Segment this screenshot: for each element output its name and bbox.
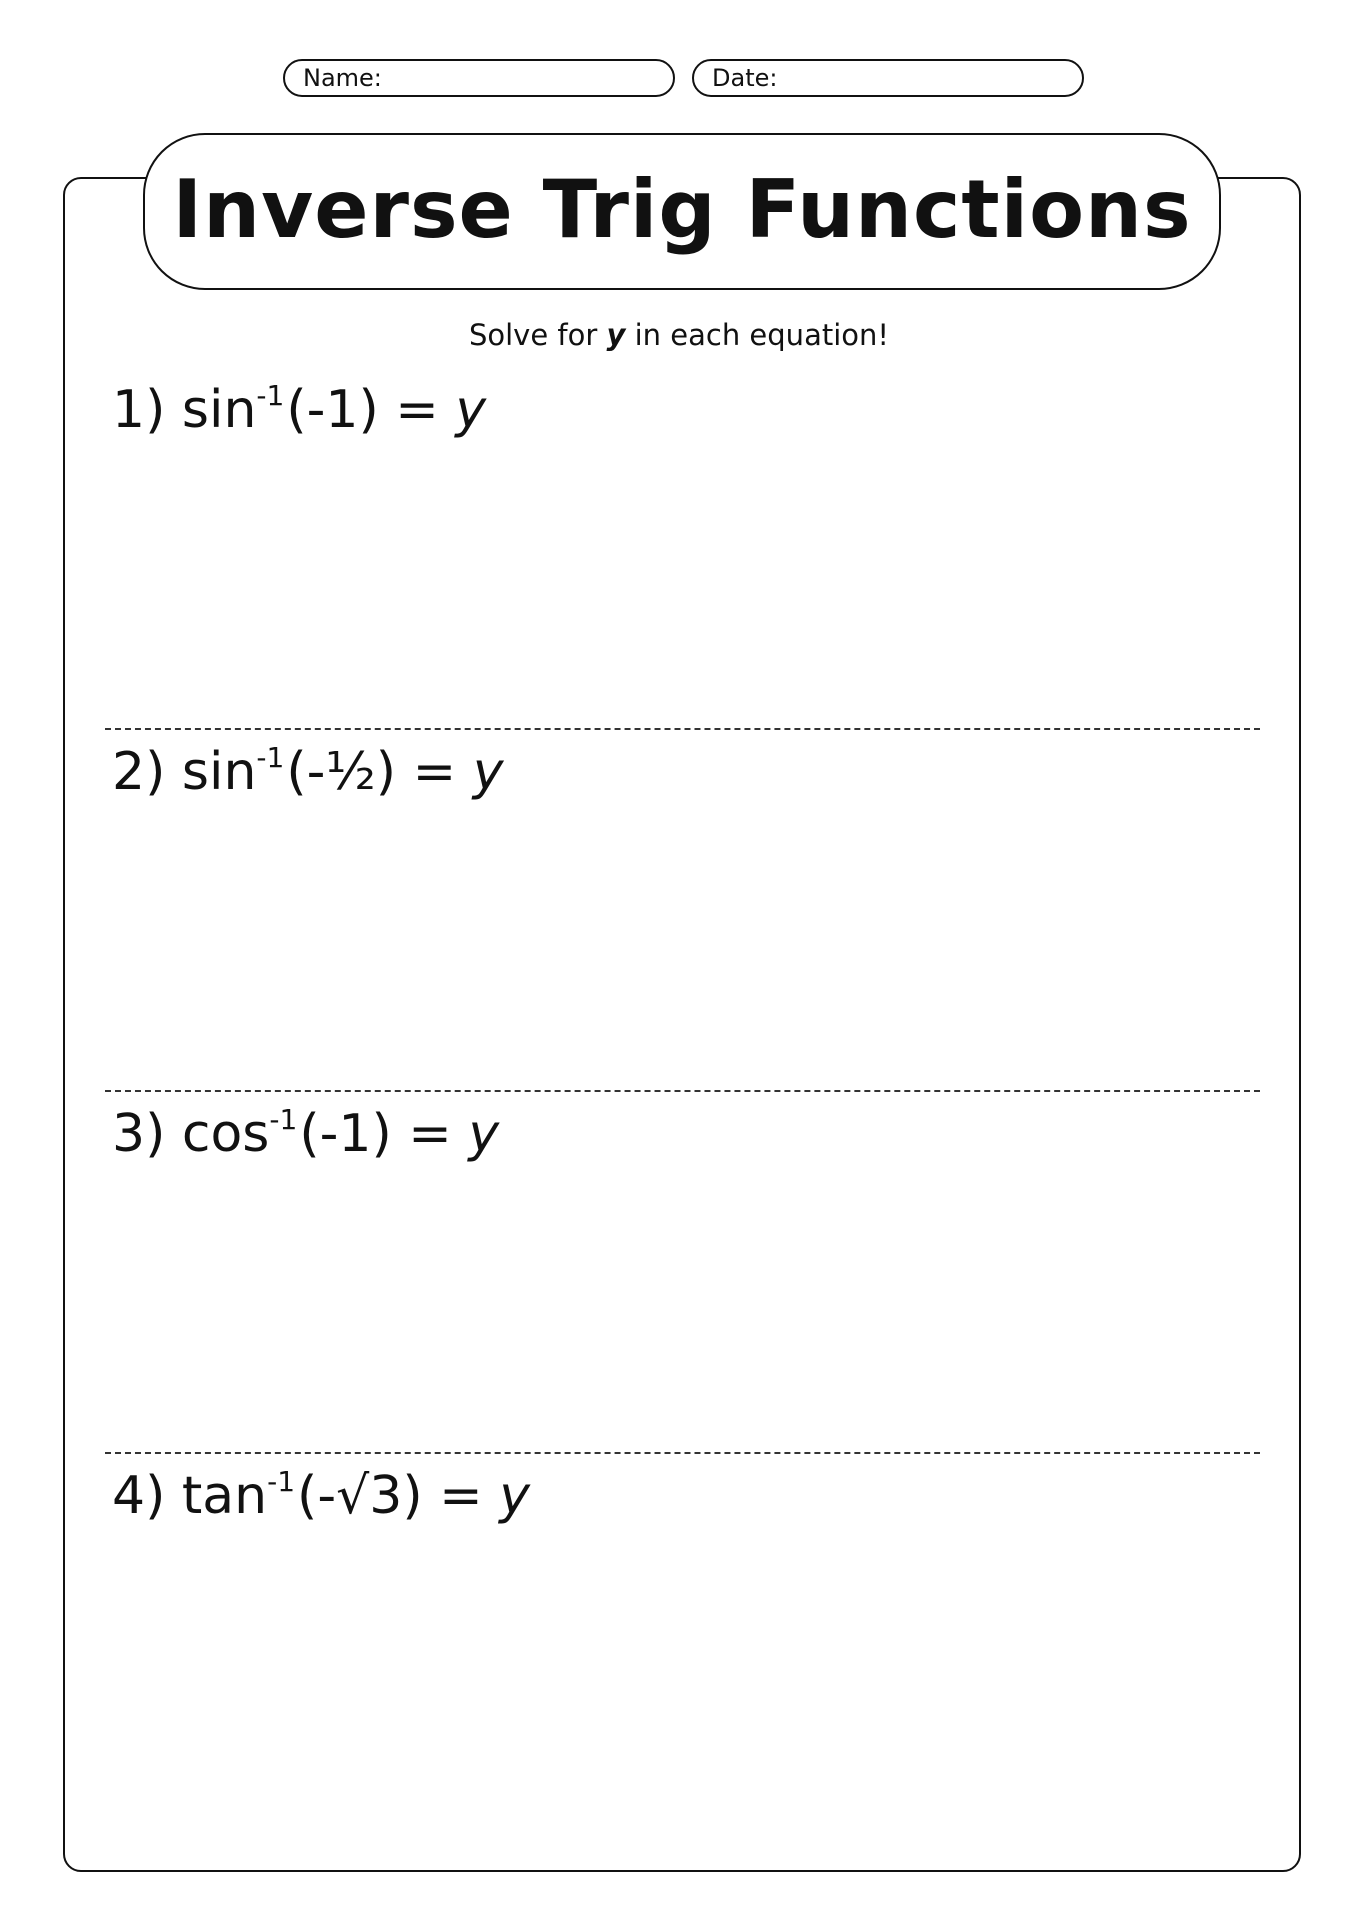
title-banner: [143, 133, 1221, 290]
problem-exponent: -1: [256, 740, 285, 774]
problem-variable: y: [472, 742, 504, 802]
instruction-before: Solve for: [468, 318, 607, 352]
problem-number: 4): [112, 1466, 166, 1526]
problem-exponent: -1: [267, 1464, 296, 1498]
date-field[interactable]: [692, 59, 1084, 97]
problem-variable: y: [468, 1104, 500, 1164]
problem-number: 2): [112, 742, 166, 802]
problem-2: [112, 742, 504, 802]
instruction: [0, 318, 1358, 352]
problem-function: tan: [181, 1466, 268, 1526]
problem-equals: =: [439, 1466, 483, 1526]
problem-equals: =: [408, 1104, 452, 1164]
problem-number: 1): [112, 380, 166, 440]
problem-argument: (-½): [286, 742, 397, 802]
divider: [105, 1452, 1260, 1454]
problem-function: sin: [181, 380, 257, 440]
name-label: Name:: [303, 64, 382, 92]
name-field[interactable]: [283, 59, 675, 97]
problem-equals: =: [395, 380, 439, 440]
problem-argument: (-√3): [297, 1466, 423, 1526]
divider: [105, 1090, 1260, 1092]
problem-1: [112, 380, 486, 440]
problem-argument: (-1): [286, 380, 379, 440]
instruction-after: in each equation!: [625, 318, 890, 352]
problem-variable: y: [499, 1466, 531, 1526]
date-label: Date:: [712, 64, 778, 92]
problem-3: [112, 1104, 499, 1164]
problem-4: [112, 1466, 530, 1526]
problem-argument: (-1): [299, 1104, 392, 1164]
problem-exponent: -1: [269, 1102, 298, 1136]
problem-exponent: -1: [256, 378, 285, 412]
problem-function: sin: [181, 742, 257, 802]
problem-equals: =: [412, 742, 457, 802]
page-title: Inverse Trig Functions: [172, 163, 1192, 256]
problem-function: cos: [181, 1104, 270, 1164]
instruction-variable: y: [606, 318, 626, 352]
divider: [105, 728, 1260, 730]
problem-number: 3): [112, 1104, 166, 1164]
problem-variable: y: [455, 380, 487, 440]
